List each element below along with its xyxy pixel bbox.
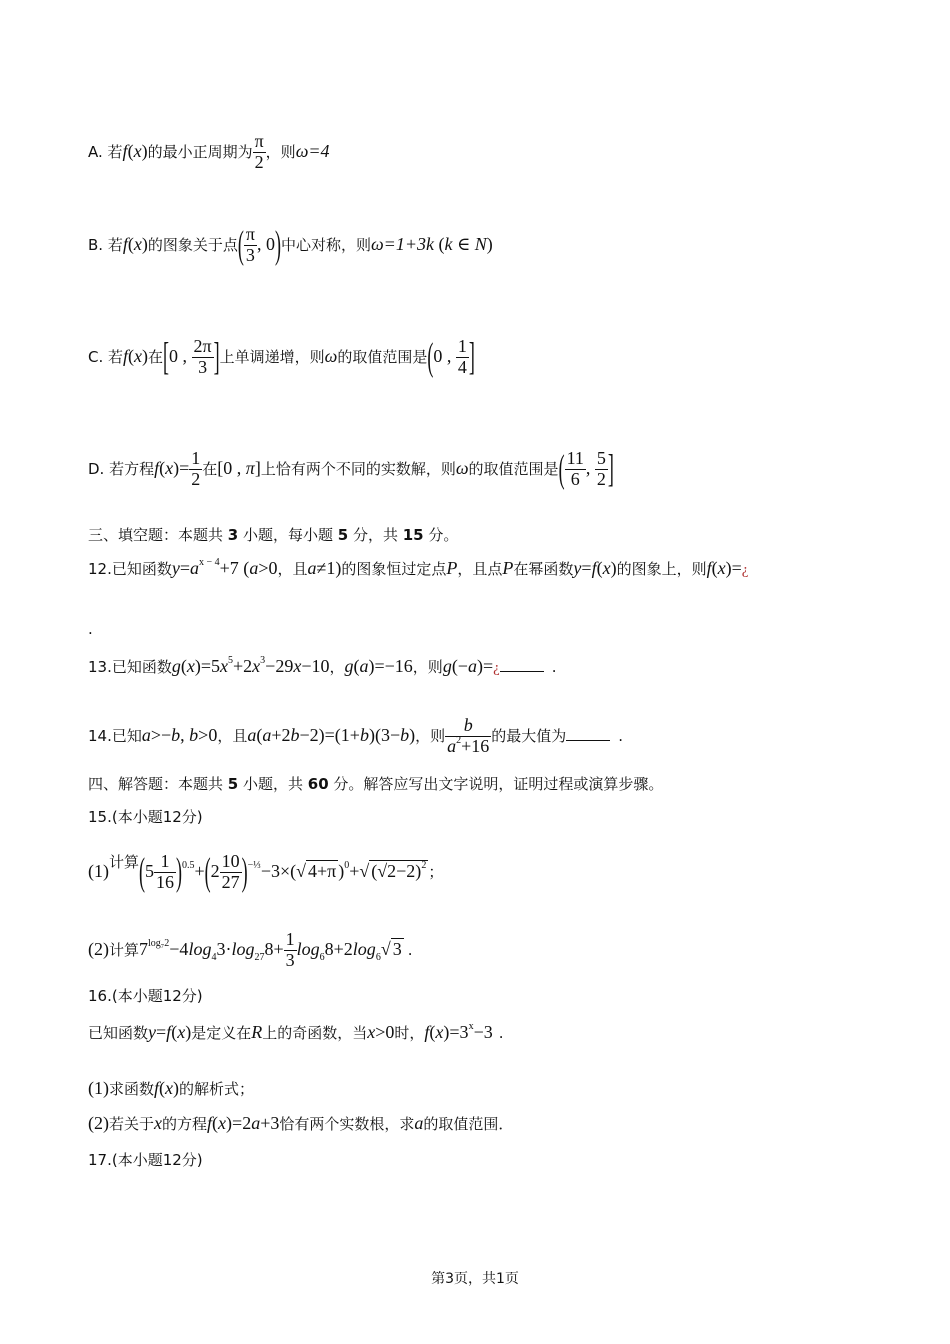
q14-num: 14.已知 <box>88 726 142 745</box>
option-c-text1: 在 <box>148 347 164 366</box>
q14-blank <box>566 726 610 741</box>
option-a-label: A. 若 <box>88 142 123 161</box>
option-b-text1: 的图象关于点 <box>147 235 238 254</box>
option-c-label: C. 若 <box>88 347 124 366</box>
q15-num: 15.(本小题12分) <box>88 808 203 826</box>
option-d-text1: 在 <box>202 459 218 478</box>
q12-end: . <box>88 620 93 638</box>
option-a-rhs: ω=4 <box>295 140 330 161</box>
question-14: 14.已知a>−b, b>0，且a(a+2b−2)=(1+b)(3−b)，则 $\frac{b}{a^2+16}$ 的最大值为 . <box>88 715 624 756</box>
option-b-rhs: ω=1+3k <box>370 233 434 254</box>
q15-part2: (2)计算$7^{log_72}-4\log_43\cdot\log_{27}8+$ $\frac{1}{3}$ $\log_68+2\log_6√$ 3 . <box>88 929 413 970</box>
q12-answer: ¿ <box>741 562 749 578</box>
q13-num: 13.已知函数 <box>88 658 172 676</box>
q13-blank <box>500 657 544 672</box>
option-b-text2: 中心对称，则 <box>280 235 371 254</box>
q13-answer: ¿ <box>493 660 500 676</box>
option-d-text3: 的取值范围是 <box>468 459 559 478</box>
frac-pi-over-2: $\frac{\pi}{2}$ <box>254 131 264 172</box>
section4-title: 四、解答题：本题共 5 小题，共 60 分。解答应写出文字说明，证明过程或演算步骤。 <box>88 775 664 793</box>
option-d-label: D. 若方程 <box>88 459 155 478</box>
section3-title: 三、填空题：本题共 3 小题，每小题 5 分，共 15 分。 <box>88 526 459 544</box>
question-12: 12.已知函数$y=a^{x - 4}+7$ (a>0，且a≠1)的图象恒过定点P，且点P在幂函数y=f(x)的图象上，则f(x)=¿ <box>88 557 749 578</box>
option-d-text2: 上恰有两个不同的实数解，则 <box>260 459 456 478</box>
option-c-text3: 的取值范围是 <box>337 347 428 366</box>
q16-num: 16.(本小题12分) <box>88 987 203 1005</box>
q16-stem: 已知函数y=f(x)是定义在R上的奇函数，当x>0时，$f(x)=3^x-3$ . <box>88 1021 504 1042</box>
q16-sub2: (2)若关于x的方程f(x)=2a+3恰有两个实数根，求a的取值范围． <box>88 1113 514 1133</box>
option-a: A. 若f(x)的最小正周期为 $\frac{\pi}{2}$ ，则ω=4 <box>88 131 330 172</box>
q12-num: 12.已知函数 <box>88 560 172 578</box>
option-c-text2: 上单调递增，则 <box>219 347 325 366</box>
option-c: C. 若f(x)在[0 , $\frac{2\pi}{3}$ ]上单调递增，则ω的取值范围是(0 , $\frac{1}{4}$ ] <box>88 334 475 379</box>
q17-num: 17.(本小题12分) <box>88 1151 203 1169</box>
option-b: B. 若f(x)的图象关于点( $\frac{\pi}{3}$ , 0)中心对称，则ω=1+3k (k ∈ N) <box>88 222 493 267</box>
q16-sub1: (1)求函数f(x)的解析式； <box>88 1078 255 1098</box>
option-d: D. 若方程f(x)= $\frac{1}{2}$ 在[0 , π]上恰有两个不同的实数解，则ω的取值范围是( $\frac{11}{6}$ , $\frac{5}{2}$ ] <box>88 446 614 491</box>
q15-part1: (1)计算(5 $\frac{1}{16}$ )$^{0.5}$+(2 $\frac{10}{27}$ )$^{-\frac{1}{3}}$−3×(√ 4+π )$^0$+√ $(√2-2)^2$ ； <box>88 849 444 894</box>
page-footer: 第3页，共1页 <box>431 1271 519 1287</box>
option-b-label: B. 若 <box>88 235 123 254</box>
option-a-text2: ，则 <box>265 142 296 161</box>
question-13: 13.已知函数$g(x)=5x^5+2x^3-29x-10$，g(a)=−16，则g(−a)=¿ . <box>88 655 557 676</box>
option-a-text1: 的最小正周期为 <box>147 142 253 161</box>
